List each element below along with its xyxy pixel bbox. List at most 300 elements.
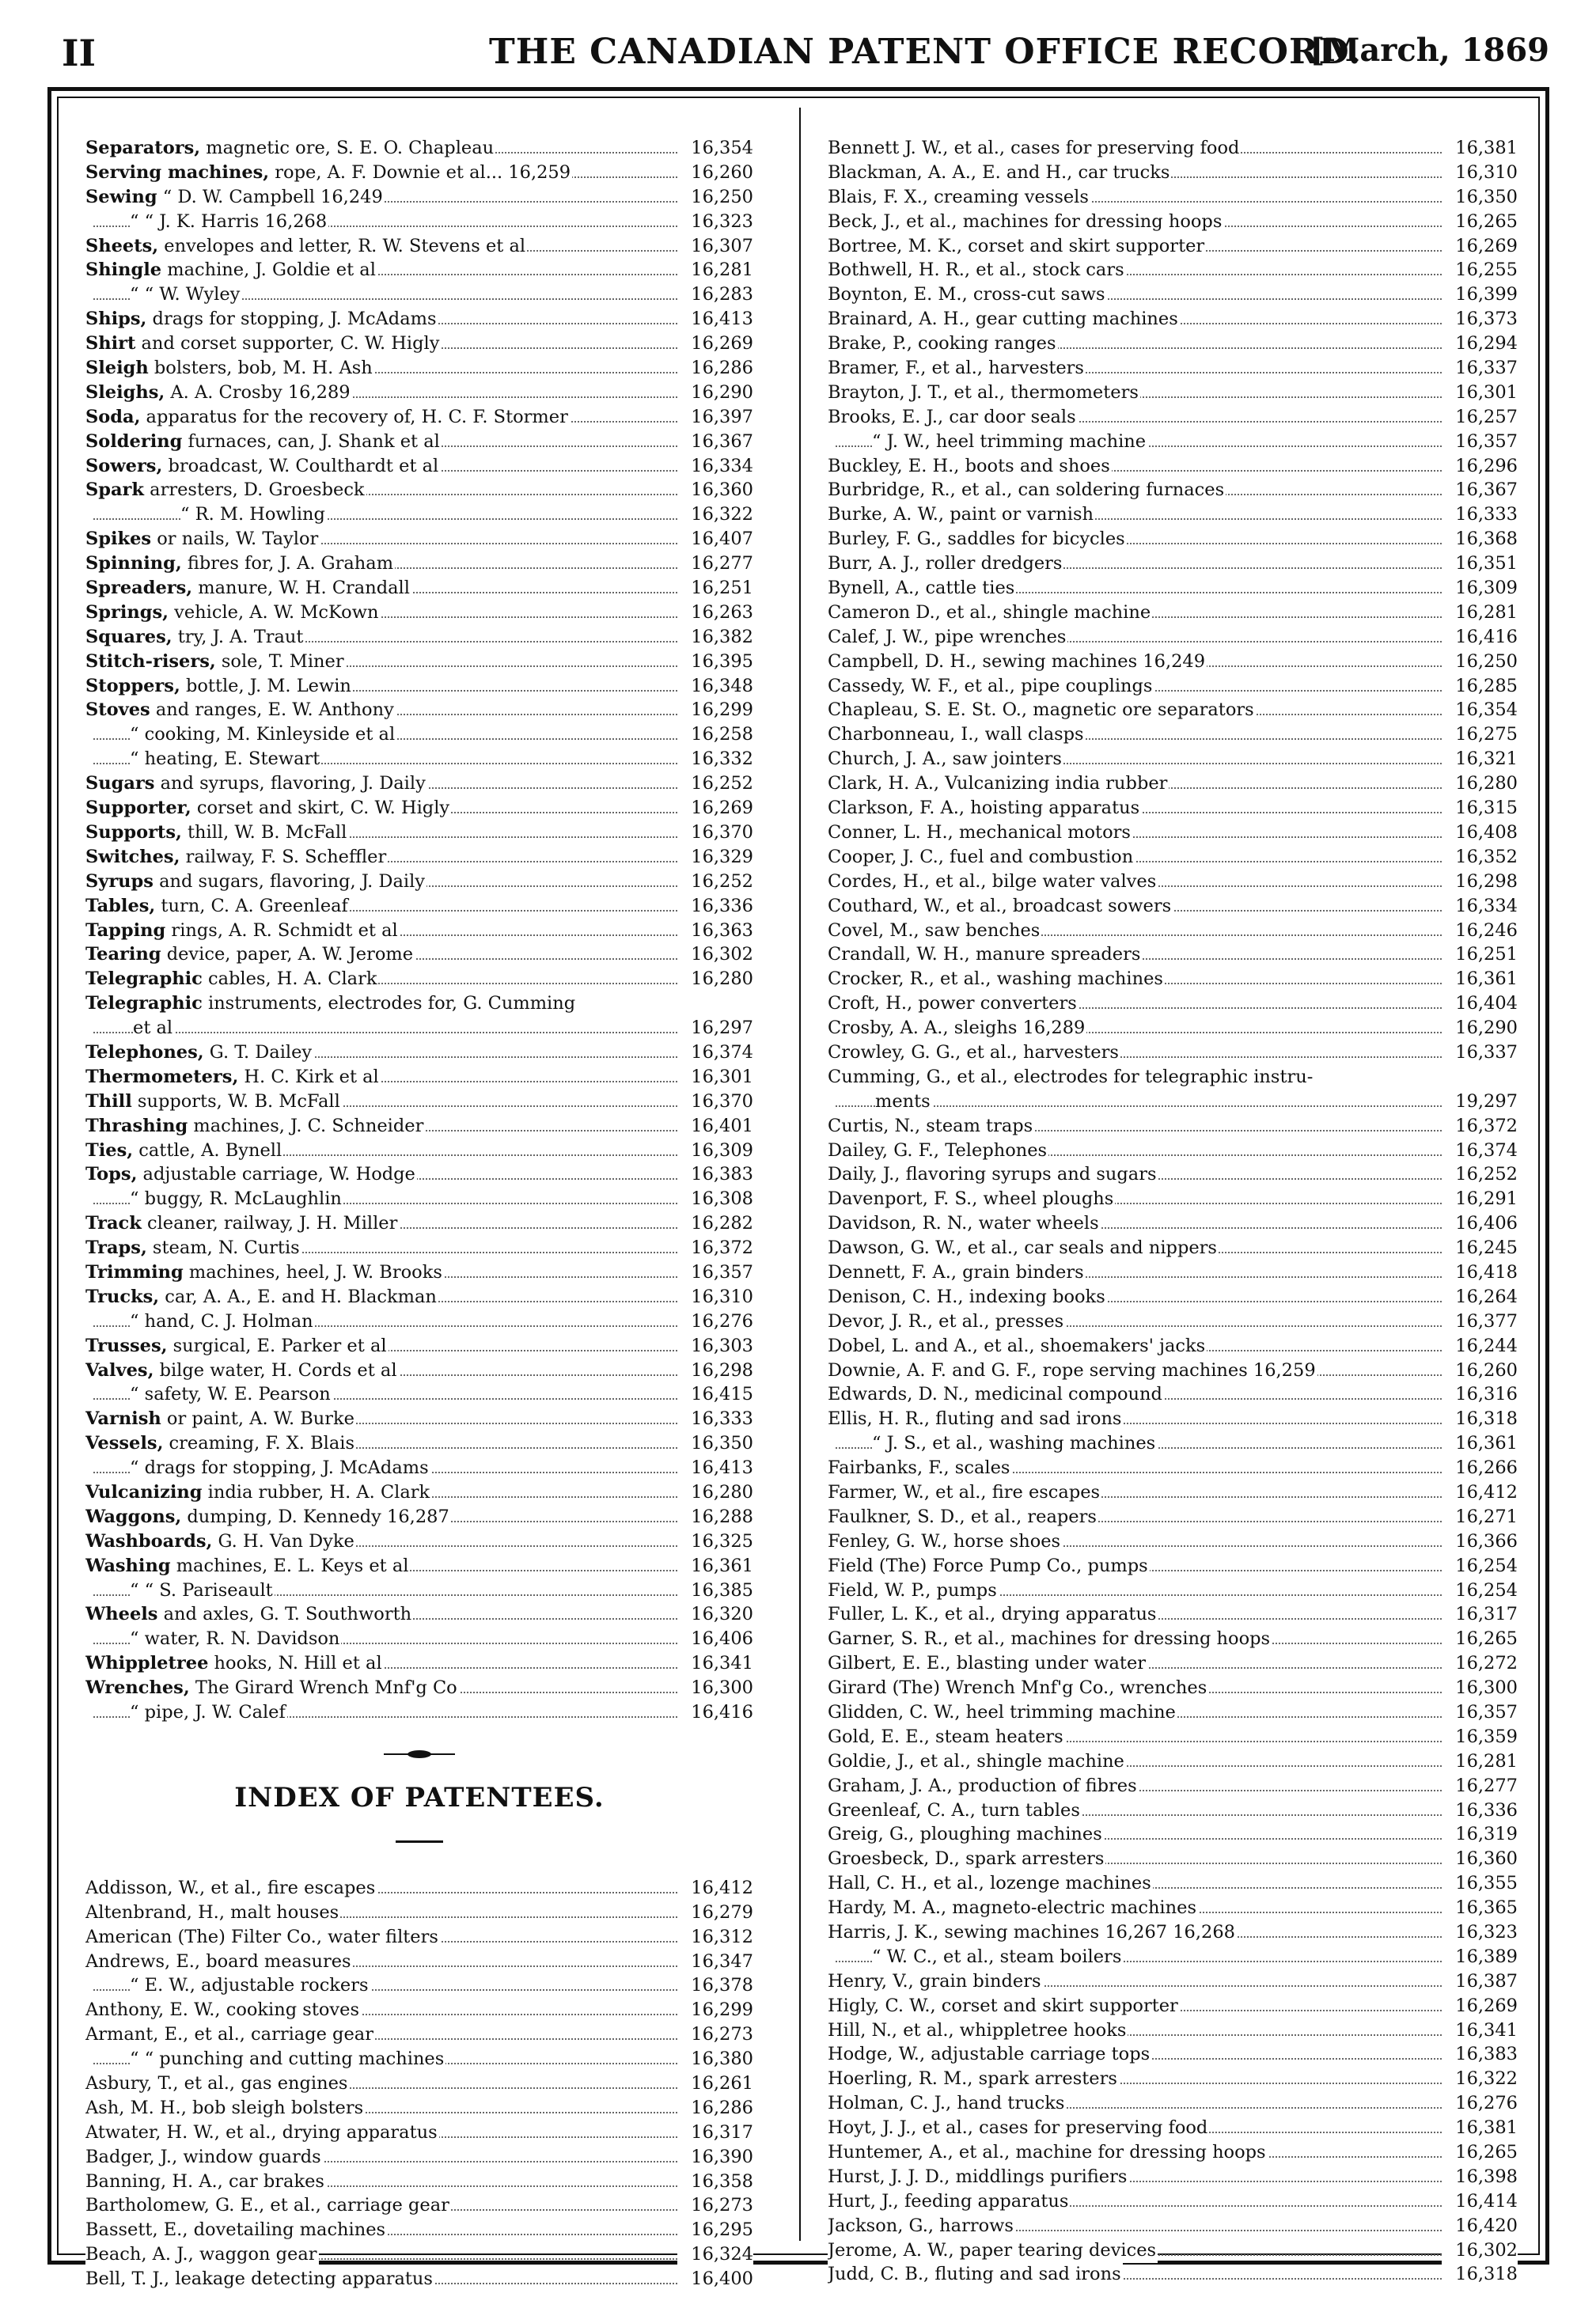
patent-number: 16,302	[1442, 2238, 1518, 2263]
patent-number: 16,321	[1442, 747, 1518, 771]
patent-number: 16,352	[1442, 845, 1518, 870]
entry-text	[85, 674, 353, 699]
entry-text	[130, 1579, 275, 1603]
patent-number: 16,244	[1442, 1334, 1518, 1359]
entry-description: manure, W. H. Crandall	[192, 578, 410, 599]
patent-number: 16,365	[1442, 1896, 1518, 1920]
entry-description: hooks, N. Hill et al	[208, 1653, 382, 1674]
entry-text	[828, 527, 1127, 552]
entry-keyword: Spark	[85, 479, 145, 501]
entry-text	[828, 1260, 1086, 1285]
entry-description: “ “ S. Pariseault	[130, 1579, 273, 1601]
entry-description: ments	[875, 1090, 931, 1112]
patent-number: 16,399	[1442, 282, 1518, 307]
entry-description: Holman, C. J., hand trucks	[828, 2093, 1065, 2114]
entry-description: “ buggy, R. McLaughlin	[130, 1188, 342, 1210]
entry-description: Davidson, R. N., water wheels	[828, 1213, 1099, 1234]
patent-number: 16,412	[677, 1876, 753, 1901]
entry-text	[828, 1114, 1034, 1139]
entry-text	[828, 258, 1126, 282]
index-entry	[85, 1676, 753, 1700]
index-entry	[85, 1950, 753, 1974]
patent-number: 16,307	[677, 234, 753, 259]
index-entry	[85, 1236, 753, 1260]
patent-number: 16,317	[677, 2121, 753, 2145]
index-entry	[828, 1871, 1518, 1896]
patent-number: 16,332	[677, 747, 753, 771]
index-entry	[85, 576, 753, 601]
entry-text	[828, 747, 1063, 771]
patent-number: 16,390	[677, 2145, 753, 2170]
entry-description: Garner, S. R., et al., machines for dressing hoops	[828, 1628, 1271, 1650]
patent-number: 16,336	[677, 894, 753, 919]
entry-text	[85, 601, 380, 625]
entry-text	[872, 1431, 1157, 1456]
entry-description: “ R. M. Howling	[180, 504, 325, 525]
patent-number: 16,361	[1442, 1431, 1518, 1456]
entry-description: Groesbeck, D., spark arresters	[828, 1848, 1105, 1870]
index-entry	[828, 1114, 1518, 1139]
entry-text	[828, 2140, 1268, 2165]
entry-text	[828, 1822, 1104, 1847]
index-entry	[85, 870, 753, 894]
entry-description: Chapleau, S. E. St. O., magnetic ore separators	[828, 699, 1254, 721]
index-entry	[85, 1065, 753, 1090]
patent-number: 16,269	[677, 796, 753, 821]
entry-keyword: Spinning,	[85, 553, 182, 574]
index-entry	[828, 2189, 1518, 2214]
entry-text	[828, 454, 1112, 479]
entry-keyword: Springs,	[85, 601, 169, 623]
index-entry	[85, 332, 753, 356]
entry-text	[133, 1016, 174, 1040]
entry-description: sole, T. Miner	[215, 650, 344, 672]
patent-number: 16,387	[1442, 1969, 1518, 1994]
entry-keyword: Sleighs,	[85, 381, 165, 403]
entry-text	[828, 1285, 1107, 1310]
index-entry	[85, 942, 753, 967]
index-entry	[85, 478, 753, 502]
entry-keyword: Wheels	[85, 1604, 158, 1625]
index-entry	[828, 674, 1518, 699]
entry-text	[828, 405, 1078, 430]
patent-number: 16,333	[677, 1407, 753, 1431]
entry-text	[180, 502, 327, 527]
entry-description: bilge water, H. Cords et al	[154, 1359, 397, 1381]
entry-description: Gilbert, E. E., blasting under water	[828, 1653, 1147, 1674]
entry-keyword: Shirt	[85, 333, 136, 354]
entry-keyword: Tables,	[85, 895, 156, 916]
index-entry	[828, 2067, 1518, 2091]
patent-number: 16,281	[1442, 601, 1518, 625]
index-entry	[828, 307, 1518, 332]
patent-number: 16,416	[1442, 625, 1518, 650]
entry-text	[130, 1627, 341, 1651]
index-entry	[828, 1920, 1518, 1945]
entry-text	[828, 2018, 1128, 2043]
entry-description: Addisson, W., et al., fire escapes	[85, 1877, 376, 1898]
entry-text	[828, 332, 1058, 356]
index-entry	[85, 1359, 753, 1383]
patent-number: 16,281	[1442, 1749, 1518, 1774]
patent-number: 16,296	[1442, 454, 1518, 479]
patent-number: 16,276	[677, 1310, 753, 1334]
entry-text	[828, 161, 1171, 185]
entry-description: Clarkson, F. A., hoisting apparatus	[828, 798, 1140, 819]
entry-description: Graham, J. A., production of fibres	[828, 1775, 1137, 1796]
entry-description: Denison, C. H., indexing books	[828, 1286, 1105, 1307]
patent-number: 16,301	[1442, 381, 1518, 405]
patent-number: 16,294	[1442, 332, 1518, 356]
entry-text	[85, 1090, 342, 1114]
entry-text	[130, 1382, 332, 1407]
entry-description: “ heating, E. Stewart	[130, 749, 320, 770]
patent-number: 16,280	[677, 967, 753, 991]
entry-text	[828, 1480, 1101, 1505]
entry-description: “ J. W., heel trimming machine	[872, 430, 1147, 452]
patent-number: 16,347	[677, 1950, 753, 1974]
entry-description: Blais, F. X., creaming vessels	[828, 186, 1089, 207]
entry-description: machines, E. L. Keys et al	[170, 1555, 409, 1576]
entry-text	[85, 234, 527, 259]
entry-keyword: Shingle	[85, 260, 162, 281]
entry-text	[828, 1505, 1098, 1529]
index-entry	[85, 2047, 753, 2071]
index-entry	[828, 1554, 1518, 1579]
entry-text	[828, 1310, 1065, 1334]
patent-number: 16,341	[677, 1651, 753, 1676]
patent-number: 16,383	[677, 1162, 753, 1187]
patent-number: 16,260	[677, 161, 753, 185]
patent-number: 16,359	[1442, 1725, 1518, 1749]
entry-description: bolsters, bob, M. H. Ash	[148, 358, 373, 379]
patent-number: 16,377	[1442, 1310, 1518, 1334]
entry-description: Cumming, G., et al., electrodes for telegraphic instru-	[828, 1066, 1314, 1087]
entry-text	[828, 771, 1169, 796]
entry-description: Buckley, E. H., boots and shoes	[828, 455, 1110, 476]
entry-text	[85, 1480, 431, 1505]
entry-text	[828, 356, 1086, 381]
entry-keyword: Sewing	[85, 186, 157, 207]
entry-keyword: Sowers,	[85, 455, 163, 476]
entry-text	[828, 381, 1140, 405]
index-entry	[828, 2165, 1518, 2189]
entry-text	[85, 185, 385, 210]
index-of-patentees-heading: INDEX OF PATENTEES.	[234, 1781, 605, 1814]
entry-keyword: Waggons,	[85, 1506, 182, 1527]
entry-description: and syrups, flavoring, J. Daily	[154, 773, 426, 794]
entry-description: machine, J. Goldie et al	[161, 260, 376, 281]
entry-description: Bortree, M. K., corset and skirt supporter	[828, 235, 1205, 256]
entry-description: supports, W. B. McFall	[131, 1090, 340, 1112]
entry-keyword: Telegraphic	[85, 968, 203, 990]
entry-text	[85, 1260, 444, 1285]
entry-text	[828, 870, 1158, 894]
entry-description: Bramer, F., et al., harvesters	[828, 358, 1084, 379]
index-entry	[828, 1822, 1518, 1847]
entry-description: “ pipe, J. W. Calef	[130, 1702, 286, 1723]
entry-description: Brainard, A. H., gear cutting machines	[828, 309, 1178, 330]
entry-description: Huntemer, A., et al., machine for dressing hoops	[828, 2142, 1266, 2163]
patent-number: 16,286	[677, 356, 753, 381]
entry-text	[85, 1334, 389, 1359]
index-entry	[828, 2238, 1518, 2263]
entry-keyword: Telephones,	[85, 1041, 204, 1063]
index-entry	[85, 625, 753, 650]
entry-keyword: Tapping	[85, 919, 166, 941]
entry-description: Curtis, N., steam traps	[828, 1115, 1033, 1136]
index-entry	[85, 845, 753, 870]
entry-text	[828, 1359, 1317, 1383]
index-entry	[85, 1114, 753, 1139]
index-entry	[828, 1310, 1518, 1334]
entry-text	[828, 1871, 1153, 1896]
entry-description: Bassett, E., dovetailing machines	[85, 2219, 386, 2241]
patent-number: 16,367	[677, 430, 753, 454]
entry-text	[130, 1973, 370, 1998]
index-entry	[85, 2242, 753, 2267]
entry-text	[85, 2096, 365, 2121]
index-entry	[828, 161, 1518, 185]
index-entry	[828, 601, 1518, 625]
index-entry	[85, 991, 753, 1016]
index-entry	[828, 234, 1518, 259]
entry-description: The Girard Wrench Mnf'g Co	[189, 1677, 457, 1699]
entry-keyword: Tearing	[85, 944, 161, 965]
index-entry	[828, 185, 1518, 210]
entry-keyword: Serving machines,	[85, 161, 270, 183]
index-entry	[828, 1529, 1518, 1554]
entry-description: Anthony, E. W., cooking stoves	[85, 1999, 359, 2021]
entry-text	[85, 821, 348, 845]
patent-number: 16,277	[1442, 1774, 1518, 1799]
index-entry	[85, 552, 753, 576]
patent-number: 16,366	[1442, 1529, 1518, 1554]
entry-description: Brake, P., cooking ranges	[828, 333, 1056, 354]
entry-text	[828, 650, 1207, 674]
entry-description: “ J. S., et al., washing machines	[872, 1433, 1156, 1454]
entry-keyword: Wrenches,	[85, 1677, 190, 1699]
patent-number: 16,406	[1442, 1211, 1518, 1236]
patent-number: 16,300	[677, 1676, 753, 1700]
patent-number: 16,406	[677, 1627, 753, 1651]
patent-number: 16,350	[677, 1431, 753, 1456]
index-entry	[828, 722, 1518, 747]
entry-description: Croft, H., power converters	[828, 993, 1077, 1014]
patent-number: 16,279	[677, 1901, 753, 1925]
index-entry	[85, 2267, 753, 2291]
entry-text	[85, 136, 495, 161]
patent-number: 16,363	[677, 919, 753, 943]
entry-description: vehicle, A. W. McKown	[168, 601, 379, 623]
index-entry	[828, 991, 1518, 1016]
index-entry	[85, 1187, 753, 1211]
patent-number: 19,297	[1442, 1090, 1518, 1114]
entry-text	[85, 1876, 377, 1901]
index-entry	[828, 1382, 1518, 1407]
index-entry	[828, 454, 1518, 479]
entry-description: “ “ W. Wyley	[130, 284, 241, 305]
patent-number: 16,275	[1442, 722, 1518, 747]
entry-text	[828, 845, 1135, 870]
patent-number: 16,324	[677, 2242, 753, 2267]
index-entry	[85, 698, 753, 722]
entry-text	[85, 381, 352, 405]
entry-text	[828, 2214, 1015, 2238]
index-entry	[85, 185, 753, 210]
entry-text	[85, 894, 350, 919]
entry-description: try, J. A. Traut	[172, 626, 304, 647]
entry-text	[828, 1554, 1150, 1579]
entry-description: Fenley, G. W., horse shoes	[828, 1530, 1061, 1552]
patent-number: 16,407	[677, 527, 753, 552]
patent-number: 16,310	[1442, 161, 1518, 185]
patent-number: 16,322	[1442, 2067, 1518, 2091]
entry-description: A. A. Crosby 16,289	[165, 381, 351, 403]
entry-text	[85, 332, 441, 356]
entry-text	[85, 991, 577, 1016]
entry-description: Clark, H. A., Vulcanizing india rubber	[828, 773, 1168, 794]
index-entry	[828, 1334, 1518, 1359]
index-entry	[85, 1973, 753, 1998]
entry-keyword: Switches,	[85, 846, 180, 867]
entry-text	[85, 576, 411, 601]
entry-description: and axles, G. T. Southworth	[157, 1604, 412, 1625]
patent-number: 16,348	[677, 674, 753, 699]
entry-text	[85, 1431, 356, 1456]
index-entry	[828, 1359, 1518, 1383]
patent-number: 16,288	[677, 1505, 753, 1529]
index-entry	[828, 2042, 1518, 2067]
entry-description: Bartholomew, G. E., et al., carriage gear	[85, 2195, 449, 2216]
heading-rule	[396, 1840, 443, 1843]
index-entry	[85, 894, 753, 919]
entry-text	[828, 1969, 1043, 1994]
entry-keyword: Washboards,	[85, 1530, 213, 1552]
index-entry	[828, 1431, 1518, 1456]
entry-description: Dailey, G. F., Telephones	[828, 1139, 1048, 1161]
index-entry	[828, 1847, 1518, 1871]
entry-description: Hall, C. H., et al., lozenge machines	[828, 1873, 1151, 1894]
index-entry	[85, 1260, 753, 1285]
entry-description: Higly, C. W., corset and skirt supporter	[828, 1995, 1178, 2016]
index-entry	[828, 2262, 1518, 2287]
index-entry	[828, 650, 1518, 674]
index-entry	[85, 1627, 753, 1651]
left-column	[85, 136, 753, 2291]
entry-text	[828, 1579, 999, 1603]
index-entry	[828, 258, 1518, 282]
index-entry	[85, 1602, 753, 1627]
entry-description: Banning, H. A., car brakes	[85, 2170, 324, 2192]
patent-number: 16,360	[1442, 1847, 1518, 1871]
index-entry	[85, 405, 753, 430]
entry-description: Asbury, T., et al., gas engines	[85, 2073, 348, 2094]
entry-description: envelopes and letter, R. W. Stevens et al	[158, 235, 526, 256]
entry-text	[130, 722, 396, 747]
entry-description: Judd, C. B., fluting and sad irons	[828, 2264, 1121, 2285]
entry-text	[828, 1334, 1207, 1359]
patent-number: 16,351	[1442, 552, 1518, 576]
entry-text	[85, 1529, 356, 1554]
entry-text	[828, 821, 1132, 845]
patent-number: 16,380	[677, 2047, 753, 2071]
index-entry	[85, 454, 753, 479]
patent-number: 16,323	[1442, 1920, 1518, 1945]
patent-number: 16,255	[1442, 258, 1518, 282]
entry-description: “ “ punching and cutting machines	[130, 2049, 445, 2070]
patent-number: 16,250	[1442, 650, 1518, 674]
entry-description: Campbell, D. H., sewing machines 16,249	[828, 650, 1206, 672]
entry-keyword: Soda,	[85, 406, 141, 427]
entry-text	[828, 1529, 1062, 1554]
patent-number: 16,246	[1442, 919, 1518, 943]
entry-text	[85, 1925, 440, 1950]
patent-number: 16,318	[1442, 1407, 1518, 1431]
entry-text	[85, 454, 440, 479]
entry-text	[130, 210, 328, 234]
index-entry	[85, 1998, 753, 2022]
index-entry	[828, 1162, 1518, 1187]
index-entry	[828, 552, 1518, 576]
patent-number: 16,358	[677, 2170, 753, 2194]
index-entry	[828, 845, 1518, 870]
entry-description: Jerome, A. W., paper tearing devices	[828, 2239, 1157, 2261]
entry-description: G. H. Van Dyke	[212, 1530, 354, 1552]
patent-number: 16,341	[1442, 2018, 1518, 2043]
entry-description: Hurst, J. J. D., middlings purifiers	[828, 2166, 1128, 2187]
index-entry	[85, 430, 753, 454]
patent-number: 16,309	[677, 1139, 753, 1163]
index-entry	[828, 1700, 1518, 1725]
entry-keyword: Washing	[85, 1555, 171, 1576]
entry-description: Hoerling, R. M., spark arresters	[828, 2068, 1117, 2090]
patent-number: 16,357	[1442, 430, 1518, 454]
entry-description: or paint, A. W. Burke	[161, 1408, 355, 1430]
entry-description: Hoyt, J. J., et al., cases for preserving food	[828, 2117, 1208, 2139]
patent-number: 16,381	[1442, 2116, 1518, 2140]
entry-text	[828, 601, 1152, 625]
patent-number: 16,361	[677, 1554, 753, 1579]
entry-text	[85, 478, 366, 502]
entry-description: Conner, L. H., mechanical motors	[828, 821, 1131, 843]
entry-keyword: Supports,	[85, 821, 182, 843]
patent-number: 16,334	[1442, 894, 1518, 919]
entry-text	[85, 845, 388, 870]
entry-text	[828, 1799, 1082, 1823]
entry-text	[85, 2267, 434, 2291]
entry-description: Greenleaf, C. A., turn tables	[828, 1799, 1080, 1821]
entry-text	[85, 1065, 381, 1090]
entry-description: drags for stopping, J. McAdams	[146, 309, 437, 330]
entry-text	[828, 1994, 1180, 2018]
index-entry	[828, 1065, 1518, 1090]
entry-description: cattle, A. Bynell	[133, 1139, 282, 1161]
patent-number: 16,300	[1442, 1676, 1518, 1700]
index-entry	[828, 1505, 1518, 1529]
entry-text	[85, 258, 377, 282]
entry-description: “ safety, W. E. Pearson	[130, 1384, 331, 1405]
entry-description: Field (The) Force Pump Co., pumps	[828, 1555, 1148, 1576]
entry-description: turn, C. A. Greenleaf	[155, 895, 348, 916]
entry-description: rings, A. R. Schmidt et al	[165, 919, 398, 941]
index-entry	[85, 2121, 753, 2145]
entry-text	[85, 161, 572, 185]
page-number: II	[62, 32, 97, 74]
entry-description: Hodge, W., adjustable carriage tops	[828, 2044, 1151, 2065]
patent-number: 16,325	[677, 1529, 753, 1554]
entry-keyword: Traps,	[85, 1238, 147, 1259]
